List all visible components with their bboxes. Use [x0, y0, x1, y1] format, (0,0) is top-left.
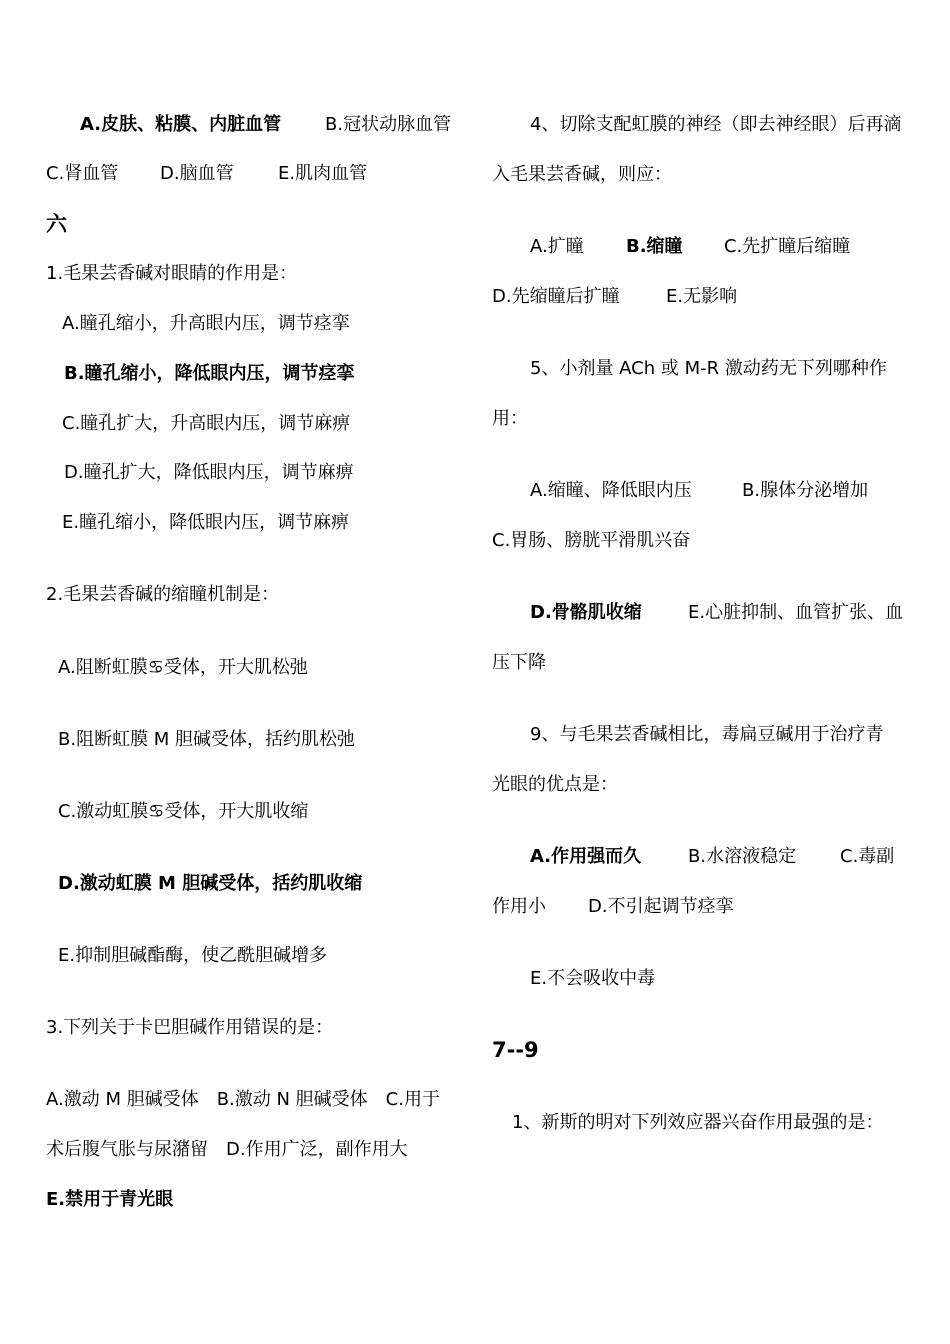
- q5-option-c: C.胃肠、膀胱平滑肌兴奋: [492, 530, 691, 551]
- q9-option-d: D.不引起调节痉挛: [588, 896, 734, 917]
- q5-stem-line-1: 5、小剂量 ACh 或 M-R 激动药无下列哪种作: [530, 358, 887, 379]
- q9-option-e: E.不会吸收中毒: [530, 968, 656, 989]
- q4-option-c: C.先扩瞳后缩瞳: [724, 236, 851, 257]
- q3-options-line-1: A.激动 M 胆碱受体 B.激动 N 胆碱受体 C.用于: [46, 1089, 440, 1110]
- q5-option-b: B.腺体分泌增加: [742, 480, 869, 501]
- q2-stem: 2.毛果芸香碱的缩瞳机制是：: [46, 584, 280, 605]
- q3-stem: 3.下列关于卡巴胆碱作用错误的是：: [46, 1017, 334, 1038]
- section-heading-6: 六: [46, 212, 67, 236]
- q1-option-a: A.瞳孔缩小，升高眼内压，调节痉挛: [62, 313, 350, 334]
- q2-option-e: E.抑制胆碱酯酶，使乙酰胆碱增多: [58, 945, 328, 966]
- q1-option-c: C.瞳孔扩大，升高眼内压，调节麻痹: [62, 413, 351, 434]
- q9-option-c-line-2: 作用小: [492, 896, 546, 917]
- q0-option-c: C.肾血管: [46, 163, 119, 184]
- q5-stem-line-2: 用：: [492, 408, 528, 429]
- q2-option-c: C.激动虹膜♋受体，开大肌收缩: [58, 801, 309, 822]
- q0-option-d: D.脑血管: [160, 163, 234, 184]
- q9-option-b: B.水溶液稳定: [688, 846, 797, 867]
- q5-option-e-line-2: 压下降: [492, 652, 546, 673]
- q1-option-b: B.瞳孔缩小，降低眼内压，调节痉挛: [64, 363, 355, 384]
- q4-option-a: A.扩瞳: [530, 236, 584, 257]
- q2-option-b: B.阻断虹膜 M 胆碱受体，括约肌松弛: [58, 729, 356, 750]
- q1-stem: 1.毛果芸香碱对眼睛的作用是：: [46, 263, 298, 284]
- section-heading-7-9: 7--9: [492, 1038, 539, 1062]
- q9-stem-line-2: 光眼的优点是：: [492, 774, 618, 795]
- q9-option-a: A.作用强而久: [530, 846, 642, 867]
- q4-option-d: D.先缩瞳后扩瞳: [492, 286, 620, 307]
- q3-options-line-2: 术后腹气胀与尿潴留 D.作用广泛，副作用大: [46, 1139, 408, 1160]
- q1-option-d: D.瞳孔扩大，降低眼内压，调节麻痹: [64, 462, 354, 483]
- q5-option-a: A.缩瞳、降低眼内压: [530, 480, 692, 501]
- q4-option-b: B.缩瞳: [626, 236, 683, 257]
- q1b-stem: 1、新斯的明对下列效应器兴奋作用最强的是：: [512, 1112, 884, 1133]
- q0-option-e: E.肌肉血管: [278, 163, 368, 184]
- q9-stem-line-1: 9、与毛果芸香碱相比，毒扁豆碱用于治疗青: [530, 724, 884, 745]
- q5-option-d: D.骨骼肌收缩: [530, 602, 642, 623]
- q1-option-e: E.瞳孔缩小，降低眼内压，调节麻痹: [62, 512, 350, 533]
- q4-stem-line-1: 4、切除支配虹膜的神经（即去神经眼）后再滴: [530, 114, 902, 135]
- q9-option-c-line-1: C.毒副: [840, 846, 895, 867]
- q2-option-d: D.激动虹膜 M 胆碱受体，括约肌收缩: [58, 873, 363, 894]
- q3-option-e: E.禁用于青光眼: [46, 1189, 174, 1210]
- q0-option-b: B.冠状动脉血管: [325, 114, 452, 135]
- q5-option-e-line-1: E.心脏抑制、血管扩张、血: [688, 602, 904, 623]
- q2-option-a: A.阻断虹膜♋受体，开大肌松弛: [58, 657, 308, 678]
- q0-option-a: A.皮肤、粘膜、内脏血管: [80, 114, 282, 135]
- q4-option-e: E.无影响: [666, 286, 738, 307]
- q4-stem-line-2: 入毛果芸香碱，则应：: [492, 164, 672, 185]
